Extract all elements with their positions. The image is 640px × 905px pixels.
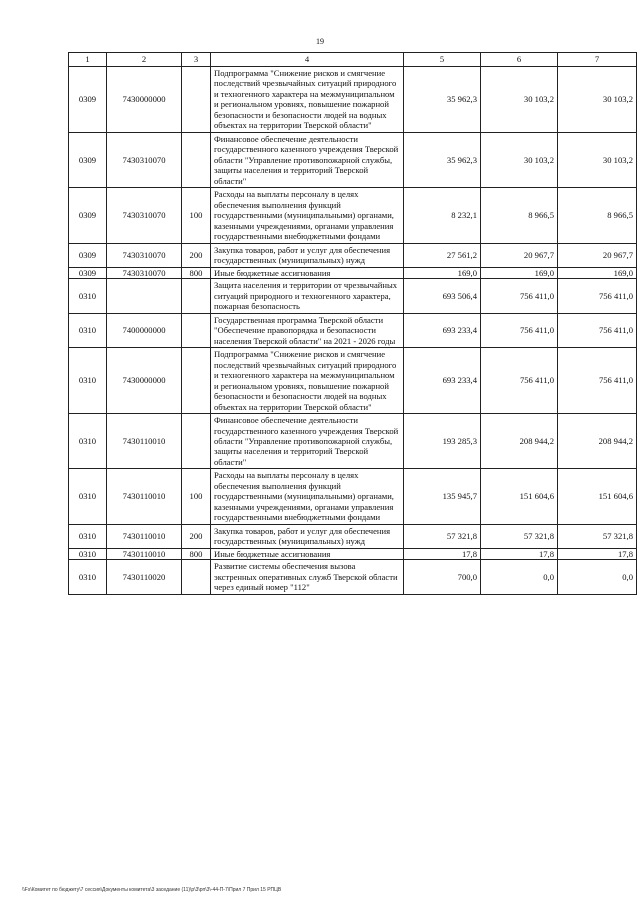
expense-type-cell: 800 bbox=[182, 548, 211, 559]
header-cell: 6 bbox=[481, 53, 558, 67]
header-cell: 1 bbox=[69, 53, 107, 67]
section-cell: 0310 bbox=[69, 313, 107, 347]
table-row bbox=[69, 548, 637, 559]
header-cell: 5 bbox=[404, 53, 481, 67]
amount-2025-cell: 756 411,0 bbox=[481, 313, 558, 347]
name-cell: Подпрограмма "Снижение рисков и смягчение последствий чрезвычайных ситуаций природного и техногенного характера на межмуниципальном и региональном уровнях, повышение пожарной безопасности и безопасности людей на водных объектах на территории Тверской области" bbox=[211, 67, 404, 133]
budget-table bbox=[68, 52, 637, 595]
amount-2026-cell: 756 411,0 bbox=[558, 313, 637, 347]
amount-2025-cell: 8 966,5 bbox=[481, 188, 558, 243]
expense-type-cell: 800 bbox=[182, 267, 211, 278]
header-cell: 2 bbox=[107, 53, 182, 67]
table-row bbox=[69, 267, 637, 278]
table-row bbox=[69, 524, 637, 548]
expense-type-cell bbox=[182, 414, 211, 469]
expense-type-cell bbox=[182, 279, 211, 313]
code-cell: 7430000000 bbox=[107, 348, 182, 414]
table-row bbox=[69, 560, 637, 594]
amount-2026-cell: 756 411,0 bbox=[558, 348, 637, 414]
expense-type-cell bbox=[182, 132, 211, 187]
amount-2026-cell: 151 604,6 bbox=[558, 469, 637, 524]
code-cell: 7430110010 bbox=[107, 524, 182, 548]
name-cell: Финансовое обеспечение деятельности государственного казенного учреждения Тверской области "Управление противопожарной службы, защиты населения и территорий Тверской области" bbox=[211, 414, 404, 469]
name-cell: Расходы на выплаты персоналу в целях обеспечения выполнения функций государственными (муниципальными) органами, казенными учреждениями, органами управления государственными внебюджетными фондами bbox=[211, 469, 404, 524]
section-cell: 0310 bbox=[69, 414, 107, 469]
section-cell: 0309 bbox=[69, 267, 107, 278]
amount-2024-cell: 27 561,2 bbox=[404, 243, 481, 267]
name-cell: Иные бюджетные ассигнования bbox=[211, 267, 404, 278]
code-cell: 7430310070 bbox=[107, 243, 182, 267]
expense-type-cell bbox=[182, 560, 211, 594]
amount-2024-cell: 693 506,4 bbox=[404, 279, 481, 313]
table-header-row bbox=[69, 53, 637, 67]
file-path-footer: \\Fs\Комитет по бюджету\7 сессия\Документы комитета\3 заседание (11)\р\3\рп\3\-44-П-7\Прил 7 Прил 15 РПЦВ bbox=[22, 887, 282, 893]
name-cell: Расходы на выплаты персоналу в целях обеспечения выполнения функций государственными (муниципальными) органами, казенными учреждениями, органами управления государственными внебюджетными фондами bbox=[211, 188, 404, 243]
section-cell: 0310 bbox=[69, 469, 107, 524]
amount-2024-cell: 135 945,7 bbox=[404, 469, 481, 524]
amount-2024-cell: 693 233,4 bbox=[404, 313, 481, 347]
amount-2024-cell: 8 232,1 bbox=[404, 188, 481, 243]
table-row bbox=[69, 132, 637, 187]
amount-2026-cell: 30 103,2 bbox=[558, 67, 637, 133]
table-row bbox=[69, 279, 637, 313]
section-cell: 0309 bbox=[69, 132, 107, 187]
expense-type-cell: 100 bbox=[182, 469, 211, 524]
amount-2026-cell: 8 966,5 bbox=[558, 188, 637, 243]
table-row bbox=[69, 188, 637, 243]
name-cell: Иные бюджетные ассигнования bbox=[211, 548, 404, 559]
expense-type-cell bbox=[182, 348, 211, 414]
amount-2025-cell: 756 411,0 bbox=[481, 279, 558, 313]
section-cell: 0310 bbox=[69, 524, 107, 548]
amount-2025-cell: 57 321,8 bbox=[481, 524, 558, 548]
table-row bbox=[69, 313, 637, 347]
expense-type-cell: 200 bbox=[182, 524, 211, 548]
amount-2024-cell: 169,0 bbox=[404, 267, 481, 278]
amount-2026-cell: 208 944,2 bbox=[558, 414, 637, 469]
page-number: 19 bbox=[316, 37, 324, 46]
section-cell: 0309 bbox=[69, 188, 107, 243]
amount-2025-cell: 17,8 bbox=[481, 548, 558, 559]
amount-2024-cell: 17,8 bbox=[404, 548, 481, 559]
amount-2025-cell: 20 967,7 bbox=[481, 243, 558, 267]
expense-type-cell: 100 bbox=[182, 188, 211, 243]
section-cell: 0309 bbox=[69, 243, 107, 267]
table-row bbox=[69, 348, 637, 414]
expense-type-cell bbox=[182, 67, 211, 133]
section-cell: 0310 bbox=[69, 560, 107, 594]
name-cell: Закупка товаров, работ и услуг для обеспечения государственных (муниципальных) нужд bbox=[211, 524, 404, 548]
section-cell: 0310 bbox=[69, 548, 107, 559]
header-cell: 3 bbox=[182, 53, 211, 67]
amount-2025-cell: 169,0 bbox=[481, 267, 558, 278]
table-row bbox=[69, 414, 637, 469]
amount-2024-cell: 35 962,3 bbox=[404, 132, 481, 187]
expense-type-cell bbox=[182, 313, 211, 347]
header-cell: 7 bbox=[558, 53, 637, 67]
code-cell: 7430000000 bbox=[107, 67, 182, 133]
section-cell: 0309 bbox=[69, 67, 107, 133]
amount-2024-cell: 700,0 bbox=[404, 560, 481, 594]
code-cell: 7430310070 bbox=[107, 267, 182, 278]
name-cell: Развитие системы обеспечения вызова экстренных оперативных служб Тверской области через единый номер "112" bbox=[211, 560, 404, 594]
name-cell: Финансовое обеспечение деятельности государственного казенного учреждения Тверской области "Управление противопожарной службы, защиты населения и территорий Тверской области" bbox=[211, 132, 404, 187]
code-cell: 7430110010 bbox=[107, 548, 182, 559]
code-cell: 7400000000 bbox=[107, 313, 182, 347]
name-cell: Закупка товаров, работ и услуг для обеспечения государственных (муниципальных) нужд bbox=[211, 243, 404, 267]
code-cell: 7430310070 bbox=[107, 188, 182, 243]
code-cell bbox=[107, 279, 182, 313]
amount-2026-cell: 169,0 bbox=[558, 267, 637, 278]
amount-2026-cell: 57 321,8 bbox=[558, 524, 637, 548]
section-cell: 0310 bbox=[69, 279, 107, 313]
amount-2025-cell: 30 103,2 bbox=[481, 132, 558, 187]
amount-2025-cell: 30 103,2 bbox=[481, 67, 558, 133]
table-row bbox=[69, 469, 637, 524]
amount-2026-cell: 0,0 bbox=[558, 560, 637, 594]
code-cell: 7430110010 bbox=[107, 469, 182, 524]
amount-2025-cell: 756 411,0 bbox=[481, 348, 558, 414]
header-cell: 4 bbox=[211, 53, 404, 67]
expense-type-cell: 200 bbox=[182, 243, 211, 267]
amount-2026-cell: 756 411,0 bbox=[558, 279, 637, 313]
amount-2024-cell: 35 962,3 bbox=[404, 67, 481, 133]
amount-2025-cell: 151 604,6 bbox=[481, 469, 558, 524]
code-cell: 7430110020 bbox=[107, 560, 182, 594]
name-cell: Защита населения и территории от чрезвычайных ситуаций природного и техногенного характера, пожарная безопасность bbox=[211, 279, 404, 313]
amount-2024-cell: 693 233,4 bbox=[404, 348, 481, 414]
amount-2026-cell: 30 103,2 bbox=[558, 132, 637, 187]
amount-2024-cell: 57 321,8 bbox=[404, 524, 481, 548]
section-cell: 0310 bbox=[69, 348, 107, 414]
table-row bbox=[69, 243, 637, 267]
amount-2025-cell: 0,0 bbox=[481, 560, 558, 594]
amount-2026-cell: 17,8 bbox=[558, 548, 637, 559]
amount-2024-cell: 193 285,3 bbox=[404, 414, 481, 469]
amount-2025-cell: 208 944,2 bbox=[481, 414, 558, 469]
name-cell: Подпрограмма "Снижение рисков и смягчение последствий чрезвычайных ситуаций природного и техногенного характера на межмуниципальном и региональном уровнях, повышение пожарной безопасности и безопасности людей на водных объектах на территории Тверской области" bbox=[211, 348, 404, 414]
amount-2026-cell: 20 967,7 bbox=[558, 243, 637, 267]
table-row bbox=[69, 67, 637, 133]
code-cell: 7430310070 bbox=[107, 132, 182, 187]
name-cell: Государственная программа Тверской области "Обеспечение правопорядка и безопасности населения Тверской области" на 2021 - 2026 годы bbox=[211, 313, 404, 347]
code-cell: 7430110010 bbox=[107, 414, 182, 469]
